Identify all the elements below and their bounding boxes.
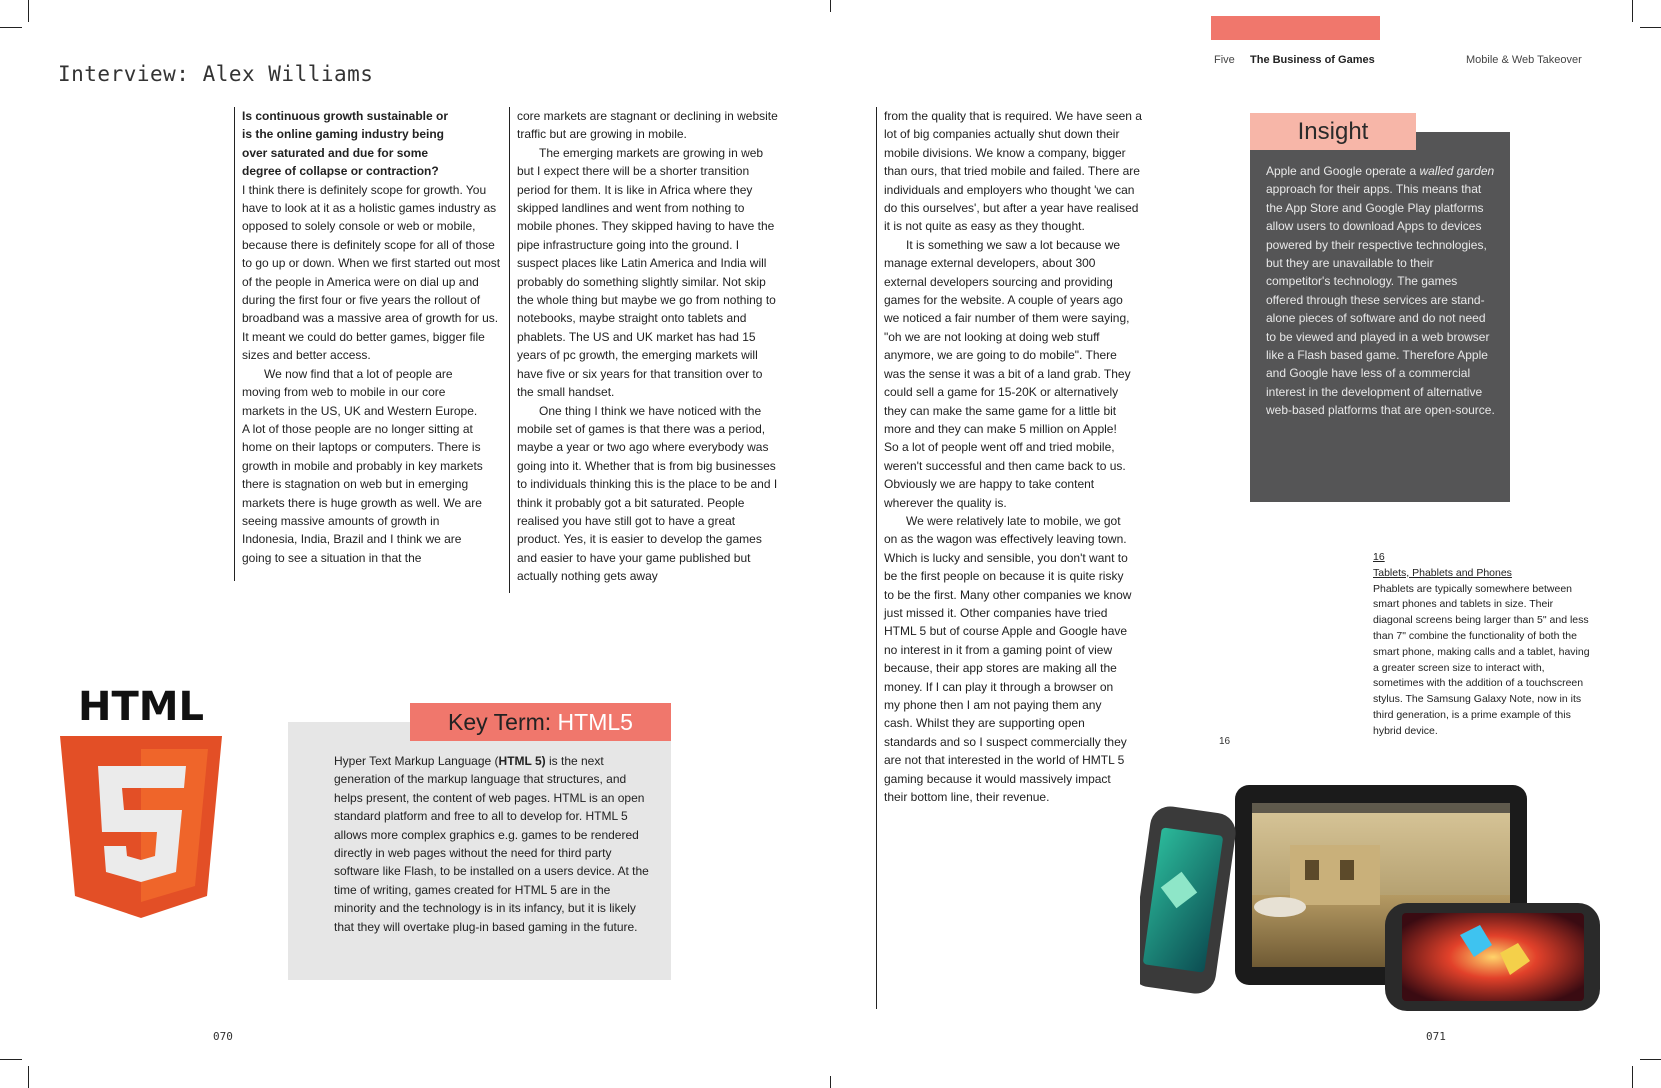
page-number-left: 070: [213, 1030, 233, 1043]
key-term-text: is the next generation of the markup language that structures, and helps present, the content of web pages. HTML is an open standard platform and free to all to develop for. HTML 5 allows more complex graphics e.g. games to be rendered directly in web pages without the need for third party software like Flash, to be installed on a users device. At the time of writing, games created for HTML 5 are in the minority and the technology is in its infancy, but it is likely that they will overtake plug-in based gaming in the future.: [334, 754, 649, 934]
game-window: [1340, 860, 1354, 880]
key-term-title: [410, 703, 671, 741]
answer-paragraph: We were relatively late to mobile, we got on as the wagon was effectively leaving town. Which is lucky and sensible, you don't want to be the first people on because it is quite risky to be the first. Many other companies we know just missed it. Other companies have tried HTML 5 but of course Apple and Google have no interest in it from a gaming point of view because, their app stores are making all the money. If I can play it through a browser on my phone then I am not paying them any cash. Whilst they are supporting open standards and so I suspect commercially they are not that interested in the world of HMTL 5 gaming because it would massively impact their bottom line, their revenue.: [884, 513, 1132, 805]
page-title: Interview: Alex Williams: [58, 62, 374, 86]
html5-logo: [58, 686, 224, 921]
sidenote-text: Phablets are typically somewhere between smart phones and tablets in size. Their diagonal screens being larger than 5" and less than 7" combine the functionality of both the smart phone, making calls and a tablet, having a greater screen size to interact with, sometimes with the addition of a touchscreen stylus. The Samsung Galaxy Note, now in its third generation, is a prime example of this hybrid device.: [1373, 582, 1590, 737]
crop-mark: [830, 0, 831, 12]
interview-question: Is continuous growth sustainable or is the online gaming industry being over saturated and due for some degree of collapse or contraction?: [242, 109, 449, 179]
answer-paragraph: from the quality that is required. We have seen a lot of big companies actually shut down their mobile divisions. We know a company, bigger than ours, that tried mobile and failed. There are individuals and employers who thought 'we can do this ourselves', but after a year have realised it is not quite as easy as they thought.: [884, 109, 1142, 234]
crop-mark: [1632, 0, 1633, 22]
crop-mark: [0, 1059, 22, 1060]
key-term-text: Hyper Text Markup Language (: [334, 754, 499, 768]
key-term-term: HTML5: [557, 709, 633, 735]
answer-paragraph: One thing I think we have noticed with the mobile set of games is that there was a period, maybe a year or two ago where everybody was going into it. Whether that is from big businesses to individuals thinking this is the place to be and I think it probably got a bit saturated. People realised you have still got to have a great product. Yes, it is easier to develop the games and easier to have your game published but actually nothing gets away: [517, 403, 778, 584]
chapter-title: The Business of Games: [1250, 54, 1375, 66]
insight-text: Apple and Google operate a: [1266, 164, 1420, 178]
section-title: Mobile & Web Takeover: [1466, 54, 1582, 66]
answer-paragraph: The emerging markets are growing in web but I expect there will be a shorter transition period for them. It is like in Africa where they skipped landlines and went from nothing to mobile phones. They skipped having to have the pipe infrastructure going into the ground. I suspect places like Latin America and India will probably do something slightly similar. Not skip the whole thing but maybe we go from nothing to notebooks, maybe straight onto tablets and phablets. The US and UK market has had 15 years of pc growth, the emerging markets will have five or six years for that transition over to the small handset.: [517, 145, 776, 400]
insight-body: [1266, 162, 1496, 420]
key-term-prefix: Key Term:: [448, 709, 558, 735]
column-rule: [509, 107, 510, 593]
html5-numeral-five: [98, 766, 186, 882]
sidenote-heading: Tablets, Phablets and Phones: [1373, 566, 1512, 579]
crop-mark: [0, 27, 22, 28]
sidenote-marker: 16: [1219, 736, 1231, 747]
key-term-body: [334, 752, 654, 936]
column-rule: [234, 107, 235, 581]
game-window: [1305, 860, 1319, 880]
game-car: [1254, 897, 1306, 917]
crop-mark: [28, 0, 29, 22]
game-building: [1290, 845, 1380, 905]
answer-paragraph: It is something we saw a lot because we manage external developers, about 300 external developers sourcing and providing games for the website. A couple of years ago we noticed a fair number of them were saying, "oh we are not looking at doing web stuff anymore, we are going to do mobile". There was the sense it was a bit of a land grab. They could sell a game for 15-20K or alternatively they can make the same game for a little bit more and they can make 5 million on Apple! So a lot of people went off and tried mobile, weren't successful and then came back to us. Obviously we are happy to take content wherever the quality is.: [884, 237, 1131, 510]
insight-emphasis: walled garden: [1419, 164, 1495, 178]
answer-paragraph: We now find that a lot of people are moving from web to mobile in our core markets in the US, UK and Western Europe. A lot of those people are no longer sitting at home on their laptops or computers. There is growth in mobile and probably in key markets there is stagnation on web but in emerging markets there is huge growth as well. We are seeing massive amounts of growth in Indonesia, India, Brazil and I think we are going to see a situation in that the: [242, 366, 483, 565]
phone-right-screen: [1402, 913, 1584, 1001]
answer-paragraph: I think there is definitely scope for growth. You have to look at it as a holistic games industry as opposed to solely console or web or mobile, because there is definitely scope for all of those to go up or down. When we first started out most of the people in America were on dial up and during the first four or five years the rollout of broadband was a massive area of growth for us. It meant we could do better games, bigger file sizes and better access.: [242, 182, 501, 363]
crop-mark: [1640, 27, 1661, 28]
chapter-number: Five: [1214, 54, 1235, 66]
crop-mark: [1632, 1066, 1633, 1088]
interview-column-1: [242, 107, 502, 567]
key-term-bold: HTML 5): [498, 754, 546, 768]
html5-wordmark: HTML: [77, 686, 205, 730]
header-accent-bar: [1211, 16, 1380, 40]
devices-illustration: [1140, 785, 1605, 1015]
sidenote: [1373, 550, 1591, 740]
interview-column-2: [517, 107, 779, 586]
answer-paragraph: core markets are stagnant or declining in website traffic but are growing in mobile.: [517, 109, 778, 142]
interview-column-3: [884, 107, 1146, 806]
crop-mark: [28, 1066, 29, 1088]
gutter-rule: [876, 107, 877, 1009]
crop-mark: [1640, 1059, 1661, 1060]
crop-mark: [830, 1076, 831, 1088]
sidenote-number: 16: [1373, 551, 1385, 563]
insight-text: approach for their apps. This means that the App Store and Google Play platforms allow users to download Apps to devices powered by their respective technologies, but they are unavailable to their competitor's technology. The games offered through these services are stand-alone pieces of software and do not need to be viewed and played in a web browser like a Flash based game. Therefore Apple and Google have less of a commercial interest in the development of alternative web-based platforms that are open-source.: [1266, 182, 1495, 418]
insight-title: Insight: [1297, 118, 1369, 145]
game-hud-bar: [1252, 803, 1510, 813]
page-number-right: 071: [1426, 1030, 1446, 1043]
